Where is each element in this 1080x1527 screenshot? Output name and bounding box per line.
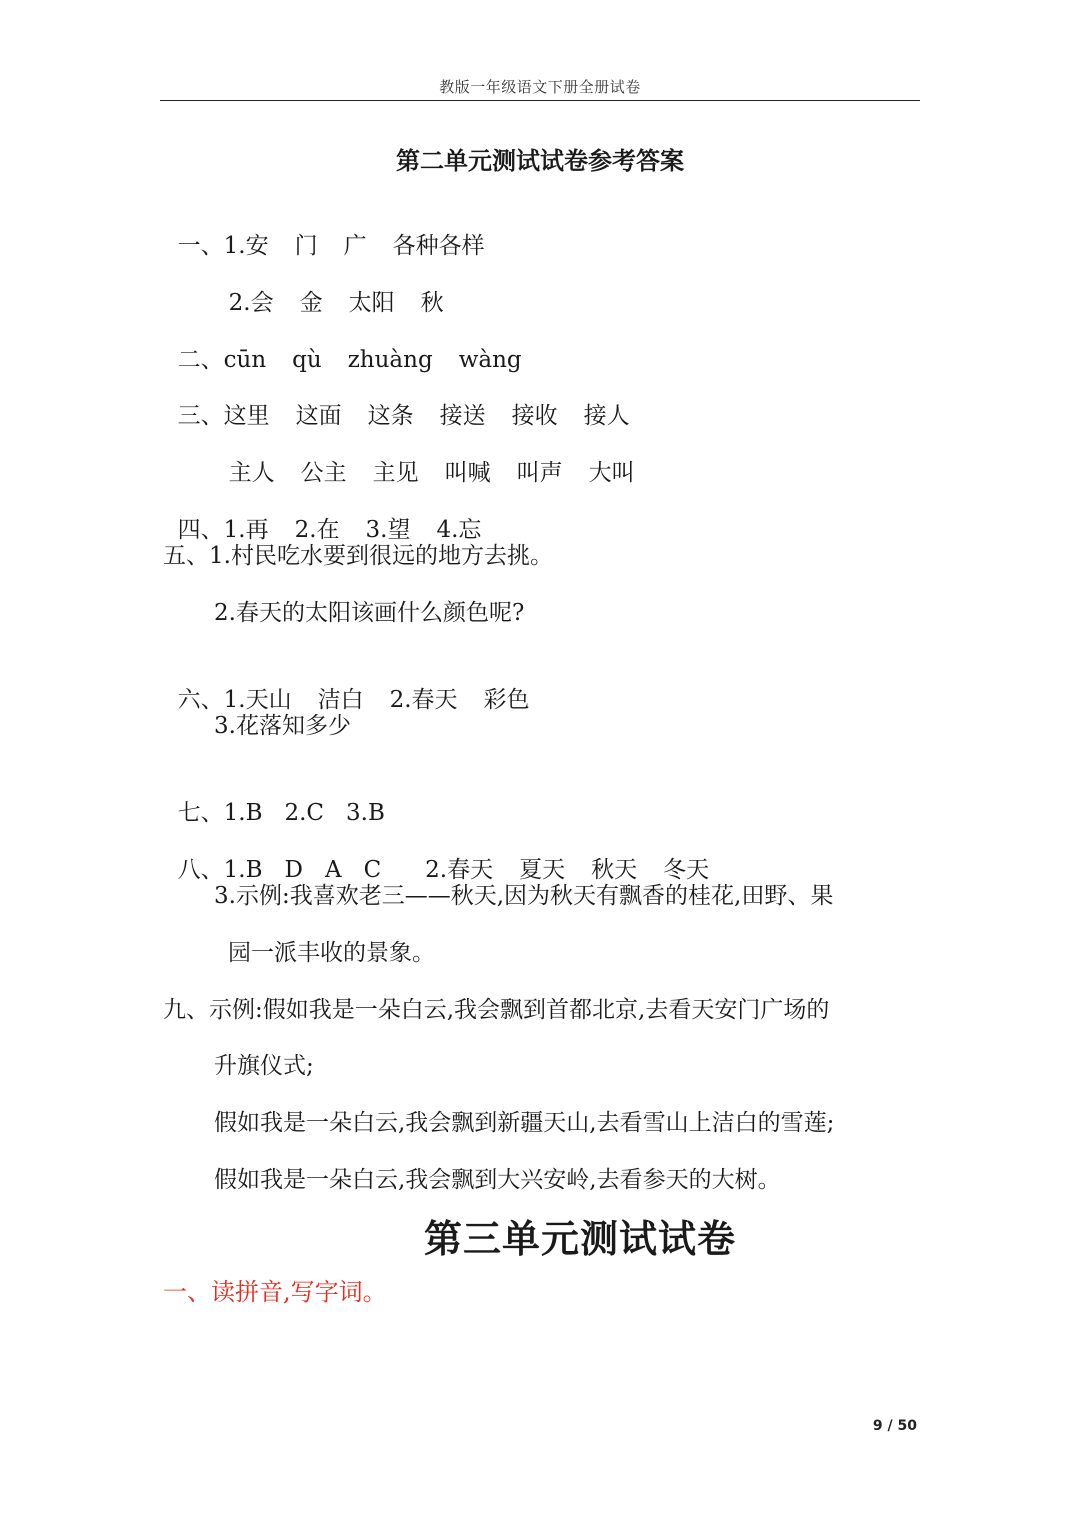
- answer-q2: [163, 315, 522, 375]
- page-number: 9 / 50: [872, 1418, 917, 1434]
- unit3-test-title: 第三单元测试试卷: [423, 1217, 736, 1261]
- answer-item: wàng: [458, 347, 522, 373]
- answer-item: 六、1.天山: [177, 687, 292, 713]
- answer-item: 八、1.B: [177, 857, 263, 883]
- answer-item: 秋: [420, 290, 444, 316]
- answer-item: 三、这里: [177, 403, 270, 429]
- answer-item: qù: [292, 347, 322, 373]
- answer-item: 各种各样: [392, 233, 485, 259]
- answer-q8-line1: [163, 825, 709, 885]
- answer-q1-line1: [163, 201, 485, 261]
- answer-item: 2.C: [284, 800, 325, 826]
- answer-item: D: [284, 857, 303, 883]
- answer-item: 洁白: [317, 687, 364, 713]
- answer-item: 2.春天: [425, 857, 494, 883]
- answer-item: 2.在: [294, 517, 340, 543]
- answer-item: 接送: [439, 403, 486, 429]
- answer-q1-line2: [214, 258, 444, 318]
- answer-item: 大叫: [588, 460, 635, 486]
- answer-q3-line2: [214, 428, 635, 488]
- answer-q8-line2: 3.示例:我喜欢老三——秋天,因为秋天有飘香的桂花,田野、果: [214, 883, 834, 909]
- answer-q9-line3: 假如我是一朵白云,我会飘到新疆天山,去看雪山上洁白的雪莲;: [214, 1110, 835, 1136]
- answer-item: 广: [343, 233, 367, 259]
- answer-item: 四、1.再: [177, 517, 269, 543]
- answer-item: 接收: [511, 403, 558, 429]
- answer-item: 七、1.B: [177, 800, 263, 826]
- answer-item: 主见: [372, 460, 419, 486]
- answer-q5-line2: 2.春天的太阳该画什么颜色呢?: [214, 600, 525, 626]
- answer-q9-line1: 九、示例:假如我是一朵白云,我会飘到首都北京,去看天安门广场的: [163, 997, 830, 1023]
- answer-item: 彩色: [483, 687, 530, 713]
- answer-item: 秋天: [591, 857, 638, 883]
- answer-item: 3.望: [365, 517, 411, 543]
- answer-q6-line2: 3.花落知多少: [214, 713, 351, 739]
- answer-item: zhuàng: [347, 347, 433, 373]
- answer-q3-line1: [163, 371, 630, 431]
- answer-item: A: [324, 857, 342, 883]
- answer-item: 4.忘: [436, 517, 482, 543]
- answer-item: 这条: [367, 403, 414, 429]
- header-divider: [160, 100, 920, 101]
- answer-q4: [163, 485, 481, 545]
- answer-q8-line3: 园一派丰收的景象。: [228, 940, 435, 966]
- answer-q7: [163, 768, 385, 828]
- answer-item: C: [363, 857, 382, 883]
- answer-item: 金: [299, 290, 323, 316]
- answer-item: 二、cūn: [177, 347, 267, 373]
- answer-item: 夏天: [519, 857, 566, 883]
- answer-item: 门: [294, 233, 318, 259]
- answer-item: 冬天: [663, 857, 710, 883]
- answer-item: 叫喊: [444, 460, 491, 486]
- answer-q6-line1: [163, 655, 530, 715]
- answer-key-title: 第二单元测试试卷参考答案: [396, 147, 684, 175]
- answer-item: 3.B: [346, 800, 385, 826]
- answer-item: 这面: [295, 403, 342, 429]
- answer-item: 公主: [300, 460, 347, 486]
- answer-q9-line2: 升旗仪式;: [214, 1053, 314, 1079]
- answer-item: 叫声: [516, 460, 563, 486]
- page-header: 教版一年级语文下册全册试卷: [439, 78, 641, 96]
- answer-item: 2.春天: [389, 687, 458, 713]
- answer-item: 接人: [583, 403, 630, 429]
- unit3-question-1: 一、读拼音,写字词。: [163, 1278, 387, 1306]
- answer-item: 2.会: [228, 290, 274, 316]
- answer-item: 太阳: [348, 290, 395, 316]
- answer-q5-line1: 五、1.村民吃水要到很远的地方去挑。: [163, 543, 553, 569]
- answer-q9-line4: 假如我是一朵白云,我会飘到大兴安岭,去看参天的大树。: [214, 1167, 781, 1193]
- answer-item: 主人: [228, 460, 275, 486]
- answer-item: 一、1.安: [177, 233, 269, 259]
